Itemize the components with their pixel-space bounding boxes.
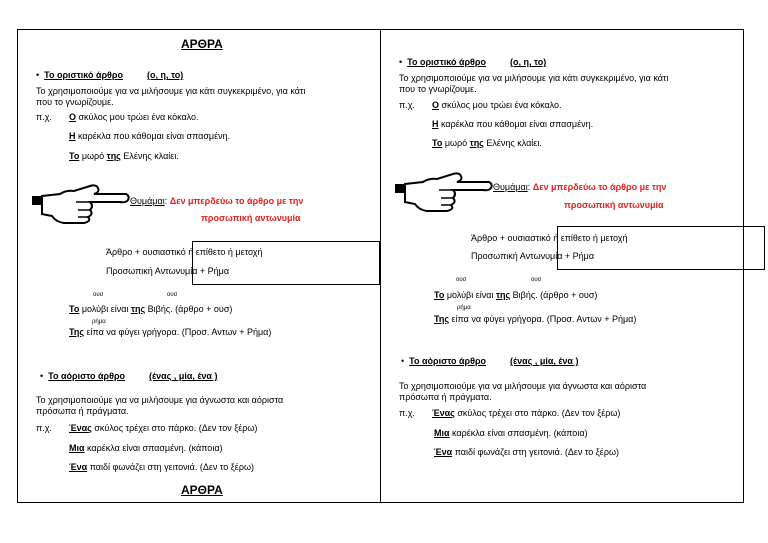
example-text: είπα να φύγει γρήγορα. (Προσ. Αντων + Ρήμα) bbox=[449, 314, 637, 324]
reminder-text2: προσωπική αντωνυμία bbox=[564, 200, 664, 210]
eg-prefix: π.χ. bbox=[36, 423, 52, 433]
article: Ένα bbox=[434, 447, 453, 457]
definite-heading-row bbox=[399, 57, 546, 67]
pointing-hand-icon bbox=[393, 170, 493, 216]
indefinite-example-3 bbox=[69, 462, 254, 472]
right-panel bbox=[380, 29, 744, 503]
reminder-text1: Δεν μπερδεύω το άρθρο με την bbox=[532, 182, 667, 192]
eg-prefix: π.χ. bbox=[399, 100, 415, 110]
example-text: μολύβι είναι bbox=[79, 304, 131, 314]
example-text: Βιβής. (άρθρο + ουσ) bbox=[510, 290, 598, 300]
tag-ous-2: ουσ bbox=[531, 277, 542, 283]
article: Το bbox=[434, 290, 445, 300]
bullet: • bbox=[401, 356, 410, 366]
colon: : bbox=[164, 196, 168, 206]
colon: : bbox=[527, 182, 531, 192]
definite-example-3 bbox=[69, 151, 179, 161]
indefinite-desc1: Το χρησιμοποιούμε για να μιλήσουμε για άγνωστα και αόριστα bbox=[399, 381, 647, 391]
reminder-row bbox=[130, 196, 303, 206]
rule-1: Άρθρο + ουσιαστικό ή επίθετο ή μετοχή bbox=[471, 233, 628, 243]
tag-rima: ρήμα bbox=[92, 319, 106, 325]
indefinite-heading: Το αόριστο άρθρο bbox=[409, 356, 487, 366]
example-text: είπα να φύγει γρήγορα. (Προσ. Αντων + Ρήμα) bbox=[84, 327, 272, 337]
page-title: ΑΡΘΡΑ bbox=[181, 37, 223, 51]
example-text: μολύβι είναι bbox=[444, 290, 496, 300]
definite-forms: (ο, η, το) bbox=[509, 57, 547, 67]
article: της bbox=[130, 304, 146, 314]
left-panel bbox=[17, 29, 381, 503]
article: Ένας bbox=[431, 408, 455, 418]
pronoun-example-1 bbox=[434, 290, 597, 300]
example-text: μωρό bbox=[79, 151, 107, 161]
definite-example-2 bbox=[69, 131, 230, 141]
reminder-label: Θυμάμαι bbox=[130, 196, 165, 206]
pronoun: Της bbox=[434, 314, 450, 324]
definite-example-2 bbox=[432, 119, 593, 129]
definite-example-1 bbox=[399, 100, 562, 110]
indefinite-forms: (ένας , μία, ένα ) bbox=[149, 371, 218, 381]
definite-example-3 bbox=[432, 138, 542, 148]
reminder-text1: Δεν μπερδεύω το άρθρο με την bbox=[169, 196, 304, 206]
eg-prefix: π.χ. bbox=[36, 112, 52, 122]
article: Ο bbox=[68, 112, 76, 122]
example-text: σκύλος τρέχει στο πάρκο. (Δεν τον ξέρω) bbox=[454, 408, 621, 418]
example-text: καρέκλα είναι σπασμένη. (κάποια) bbox=[449, 428, 588, 438]
pronoun-example-1 bbox=[69, 304, 232, 314]
example-text: καρέκλα που κάθομαι είναι σπασμένη. bbox=[438, 119, 594, 129]
indefinite-forms: (ένας , μία, ένα ) bbox=[510, 356, 579, 366]
example-text: Ελένης κλαίει. bbox=[483, 138, 542, 148]
example-text: σκύλος τρέχει στο πάρκο. (Δεν τον ξέρω) bbox=[91, 423, 258, 433]
definite-heading-row bbox=[36, 70, 183, 80]
example-text: καρέκλα είναι σπασμένη. (κάποια) bbox=[84, 443, 223, 453]
indefinite-heading-row bbox=[401, 356, 578, 366]
example-text: Βιβής. (άρθρο + ουσ) bbox=[145, 304, 233, 314]
article: Το bbox=[69, 151, 80, 161]
reminder-label: Θυμάμαι bbox=[493, 182, 528, 192]
indefinite-example-2 bbox=[69, 443, 223, 453]
article: της bbox=[495, 290, 511, 300]
indefinite-example-1 bbox=[399, 408, 620, 418]
indefinite-heading-row bbox=[40, 371, 217, 381]
definite-heading: Το οριστικό άρθρο bbox=[407, 57, 486, 67]
pronoun: Της bbox=[69, 327, 85, 337]
article: της bbox=[469, 138, 484, 148]
article: Ένα bbox=[69, 462, 88, 472]
article: Η bbox=[432, 119, 439, 129]
example-text: παιδί φωνάζει στη γειτονιά. (Δεν το ξέρω) bbox=[87, 462, 254, 472]
indefinite-desc2: πρόσωπα ή πράγματα. bbox=[399, 392, 492, 402]
article: Το bbox=[432, 138, 443, 148]
article: Μια bbox=[434, 428, 450, 438]
example-text: σκύλος μου τρώει ένα κόκαλο. bbox=[75, 112, 199, 122]
tag-ous-1: ουσ bbox=[93, 292, 104, 298]
pronoun-example-2 bbox=[434, 314, 636, 324]
pronoun-example-2 bbox=[69, 327, 271, 337]
article: Ένας bbox=[68, 423, 92, 433]
tag-ous-2: ουσ bbox=[167, 292, 178, 298]
article: Η bbox=[69, 131, 76, 141]
rule-2: Προσωπική Αντωνυμία + Ρήμα bbox=[471, 251, 595, 261]
indefinite-desc1: Το χρησιμοποιούμε για να μιλήσουμε για άγνωστα και αόριστα bbox=[36, 395, 284, 405]
tag-ous-1: ουσ bbox=[456, 277, 467, 283]
definite-forms: (ο, η, το) bbox=[146, 70, 184, 80]
definite-heading: Το οριστικό άρθρο bbox=[44, 70, 123, 80]
bullet: • bbox=[40, 371, 49, 381]
article: Το bbox=[69, 304, 80, 314]
example-text: σκύλος μου τρώει ένα κόκαλο. bbox=[438, 100, 562, 110]
reminder-row bbox=[493, 182, 666, 192]
indefinite-example-1 bbox=[36, 423, 257, 433]
article: της bbox=[106, 151, 121, 161]
rule-2: Προσωπική Αντωνυμία + Ρήμα bbox=[106, 266, 230, 276]
example-text: παιδί φωνάζει στη γειτονιά. (Δεν το ξέρω) bbox=[452, 447, 619, 457]
example-text: Ελένης κλαίει. bbox=[120, 151, 179, 161]
indefinite-heading: Το αόριστο άρθρο bbox=[48, 371, 126, 381]
indefinite-example-3 bbox=[434, 447, 619, 457]
bullet: • bbox=[36, 70, 45, 80]
definite-desc2: που το γνωρίζουμε. bbox=[36, 97, 114, 107]
article: Μια bbox=[69, 443, 85, 453]
tag-rima: ρήμα bbox=[457, 305, 471, 311]
bottom-title: ΑΡΘΡΑ bbox=[181, 483, 223, 497]
indefinite-example-2 bbox=[434, 428, 588, 438]
definite-desc1: Το χρησιμοποιούμε για να μιλήσουμε για κάτι συγκεκριμένο, για κάτι bbox=[399, 73, 669, 83]
eg-prefix: π.χ. bbox=[399, 408, 415, 418]
example-text: καρέκλα που κάθομαι είναι σπασμένη. bbox=[75, 131, 231, 141]
rule-1: Άρθρο + ουσιαστικό ή επίθετο ή μετοχή bbox=[106, 247, 263, 257]
reminder-text2: προσωπική αντωνυμία bbox=[201, 213, 301, 223]
article: Ο bbox=[431, 100, 439, 110]
example-text: μωρό bbox=[442, 138, 470, 148]
definite-desc2: που το γνωρίζουμε. bbox=[399, 84, 477, 94]
indefinite-desc2: πρόσωπα ή πράγματα. bbox=[36, 406, 129, 416]
definite-example-1 bbox=[36, 112, 199, 122]
definite-desc1: Το χρησιμοποιούμε για να μιλήσουμε για κάτι συγκεκριμένο, για κάτι bbox=[36, 86, 306, 96]
bullet: • bbox=[399, 57, 408, 67]
pointing-hand-icon bbox=[30, 182, 130, 228]
